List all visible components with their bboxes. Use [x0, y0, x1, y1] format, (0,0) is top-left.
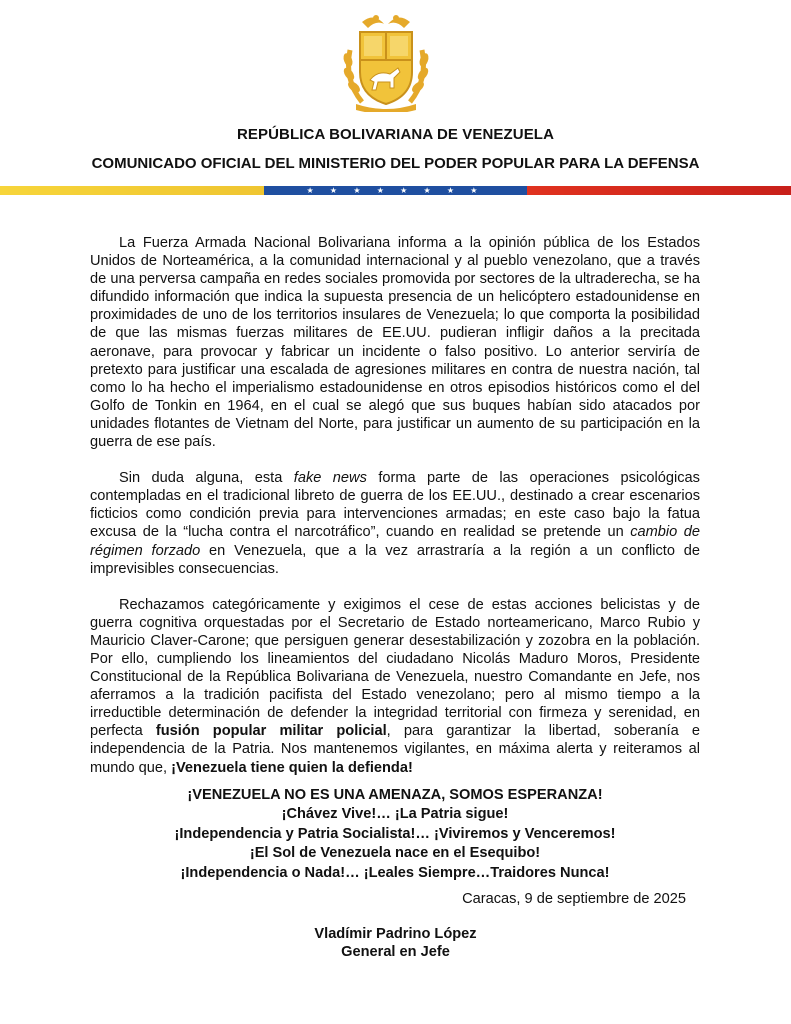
- signer-name: Vladímir Padrino López: [314, 926, 477, 942]
- flag-blue-band: [264, 186, 528, 195]
- header-republic: REPÚBLICA BOLIVARIANA DE VENEZUELA: [236, 126, 555, 143]
- signature-block: [0, 925, 791, 961]
- flag-yellow-band: [0, 186, 264, 195]
- place-date: Caracas, 9 de septiembre de 2025: [462, 891, 686, 907]
- closing-phrase: ¡Venezuela tiene quien la defienda!: [171, 759, 413, 776]
- slogan-line: ¡Independencia y Patria Socialista!… ¡Viviremos y Venceremos!: [174, 825, 616, 842]
- paragraph-1: La Fuerza Armada Nacional Bolivariana informa a la opinión pública de los Estados Unidos de Norteamérica, a la comunidad internacional y al pueblo venezolano, que a través de una perversa campaña en redes sociales promovida por sectores de la ultraderecha, se ha difundido información que indica la supuesta presencia de un helicóptero estadounidense en proximidades de uno de los territorios insulares de Venezuela; lo que comporta la posibilidad de que las mismas fuerzas militares de EE.UU. pudieran infligir daños a la precitada aeronave, para provocar y fabricar un incidente o falso positivo. Lo anterior serviría de pretexto para justificar una escalada de agresiones militares en contra de nuestra nación, tal como lo ha hecho el imperialismo estadounidense en otros episodios históricos como el del Golfo de Tonkin en 1964, en el cual se alegó que sus buques habían sido atacados por unidades flotantes de Vietnam del Norte, para justificar un aumento de su participación en la guerra de ese país.: [90, 235, 700, 451]
- paragraph-3: Rechazamos categóricamente y exigimos el cese de estas acciones belicistas y de guerra cognitiva orquestadas por el Secretario de Estado norteamericano, Marco Rubio y Mauricio Claver-Carone; que persiguen generar desestabilización y zozobra en la población. Por ello, cumpliendo los lineamientos del ciudadano Nicolás Maduro Moros, Presidente Constitucional de la República Bolivariana de Venezuela, nuestro Comandante en Jefe, nos aferramos a la tradición pacifista del Estado venezolano; pero al mismo tiempo a la irreductible determinación de defender la integridad territorial con firmeza y serenidad, en perfecta fusión popular militar policial, para garantizar la libertad, soberanía e independencia de la Patria. Nos mantenemos vigilantes, en máxima alerta y reiteramos al mundo que, ¡Venezuela tiene quien la defienda!: [90, 596, 700, 776]
- signer-title: General en Jefe: [341, 944, 450, 960]
- header-communique-title: COMUNICADO OFICIAL DEL MINISTERIO DEL PODER POPULAR PARA LA DEFENSA: [91, 155, 700, 172]
- coat-of-arms-emblem: [340, 10, 432, 112]
- slogan-line: ¡El Sol de Venezuela nace en el Esequibo!: [249, 845, 541, 862]
- flag-stars-icon: ★ ★ ★ ★ ★ ★ ★ ★: [306, 186, 485, 195]
- flag-red-band: [527, 186, 791, 195]
- slogan-line: ¡Independencia o Nada!… ¡Leales Siempre…Traidores Nunca!: [180, 864, 610, 881]
- paragraph-2: Sin duda alguna, esta fake news forma parte de las operaciones psicológicas contempladas en el tradicional libreto de guerra de los EE.UU., destinado a crear escenarios ficticios como condición previa para intervenciones armadas; en este caso bajo la fatua excusa de la “lucha contra el narcotráfico”, cuando en realidad se pretende un cambio de régimen forzado en Venezuela, que a la vez arrastraría a la región a un conflicto de imprevisibles consecuencias.: [90, 470, 700, 577]
- slogan-line: ¡VENEZUELA NO ES UNA AMENAZA, SOMOS ESPERANZA!: [187, 787, 603, 803]
- slogans-block: [90, 786, 700, 883]
- fusion-phrase: fusión popular militar policial: [155, 723, 387, 740]
- flag-stripe: [0, 186, 791, 195]
- slogan-line: ¡Chávez Vive!… ¡La Patria sigue!: [281, 806, 509, 823]
- communique-body: [90, 234, 700, 795]
- regime-change-phrase: cambio de régimen forzado: [90, 524, 700, 559]
- fake-news-phrase: fake news: [293, 470, 367, 487]
